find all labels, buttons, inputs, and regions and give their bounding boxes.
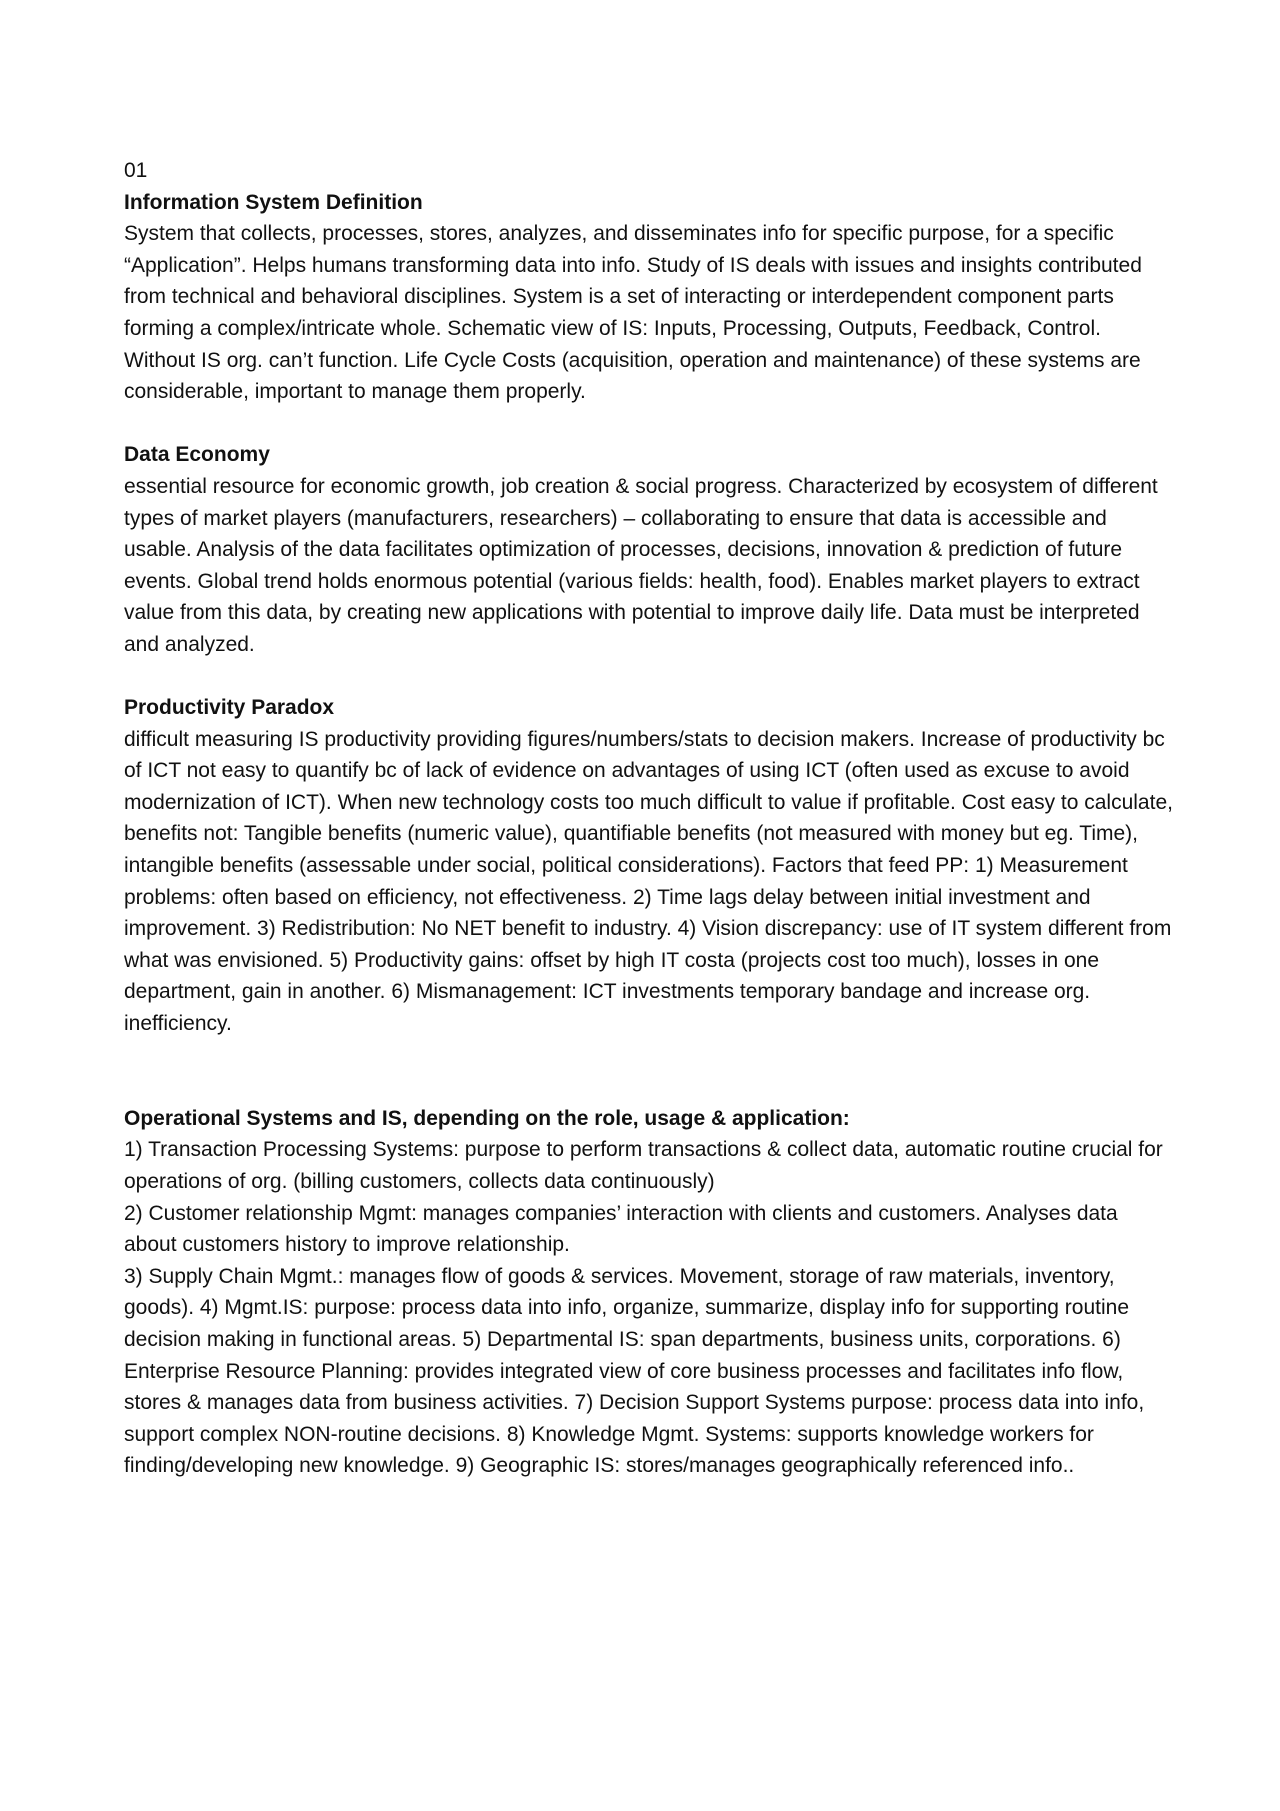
list-item: 2) Customer relationship Mgmt: manages companies’ interaction with clients and customers. Analyses data about customers history to improve relationship. (124, 1201, 1118, 1257)
section-body: System that collects, processes, stores, analyzes, and disseminates info for specific purpose, for a specific “Application”. Helps humans transforming data into info. Study of IS deals with issues and insights contributed from technical and behavioral disciplines. System is a set of interacting or interdependent component parts forming a complex/intricate whole. Schematic view of IS: Inputs, Processing, Outputs, Feedback, Control. Without IS org. can’t function. Life Cycle Costs (acquisition, operation and maintenance) of these systems are considerable, important to manage them properly. (124, 222, 1142, 404)
paragraph-spacer (124, 1040, 1174, 1103)
section-data-economy (124, 439, 1174, 660)
section-body: difficult measuring IS productivity providing figures/numbers/stats to decision makers. Increase of productivity bc of ICT not easy to quantify bc of lack of evidence on advantages of using ICT (often used as excuse to avoid modernization of ICT). When new technology costs too much difficult to value if profitable. Cost easy to calculate, benefits not: Tangible benefits (numeric value), quantifiable benefits (not measured with money but eg. Time), intangible benefits (assessable under social, political considerations). Factors that feed PP: 1) Measurement problems: often based on efficiency, not effectiveness. 2) Time lags delay between initial investment and improvement. 3) Redistribution: No NET benefit to industry. 4) Vision discrepancy: use of IT system different from what was envisioned. 5) Productivity gains: offset by high IT costa (projects cost too much), losses in one department, gain in another. 6) Mismanagement: ICT investments temporary bandage and increase org. inefficiency. (124, 727, 1173, 1036)
section-heading: Productivity Paradox (124, 696, 335, 720)
section-body: essential resource for economic growth, job creation & social progress. Characterized by ecosystem of different types of market players (manufacturers, researchers) – collaborating to ensure that data is accessible and usable. Analysis of the data facilitates optimization of processes, decisions, innovation & prediction of future events. Global trend holds enormous potential (various fields: health, food). Enables market players to extract value from this data, by creating new applications with potential to improve daily life. Data must be interpreted and analyzed. (124, 474, 1158, 656)
paragraph-spacer (124, 661, 1174, 693)
list-item: 3) Supply Chain Mgmt.: manages flow of goods & services. Movement, storage of raw materials, inventory, goods). 4) Mgmt.IS: purpose: process data into info, organize, summarize, display info for supporting routine decision making in functional areas. 5) Departmental IS: span departments, business units, corporations. 6) Enterprise Resource Planning: provides integrated view of core business processes and facilitates info flow, stores & manages data from business activities. 7) Decision Support Systems purpose: process data into info, support complex NON-routine decisions. 8) Knowledge Mgmt. Systems: supports knowledge workers for finding/developing new knowledge. 9) Geographic IS: stores/manages geographically referenced info.. (124, 1264, 1145, 1478)
document-page (124, 155, 1174, 1482)
list-item: 1) Transaction Processing Systems: purpose to perform transactions & collect data, automatic routine crucial for operations of org. (billing customers, collects data continuously) (124, 1138, 1163, 1193)
page-number: 01 (124, 159, 148, 182)
section-heading: Data Economy (124, 443, 270, 467)
section-heading: Information System Definition (124, 190, 423, 214)
section-productivity-paradox (124, 692, 1174, 1040)
section-information-system-definition (124, 187, 1174, 408)
section-operational-systems (124, 1103, 1174, 1482)
paragraph-spacer (124, 408, 1174, 440)
section-heading: Operational Systems and IS, depending on the role, usage & application: (124, 1106, 850, 1130)
